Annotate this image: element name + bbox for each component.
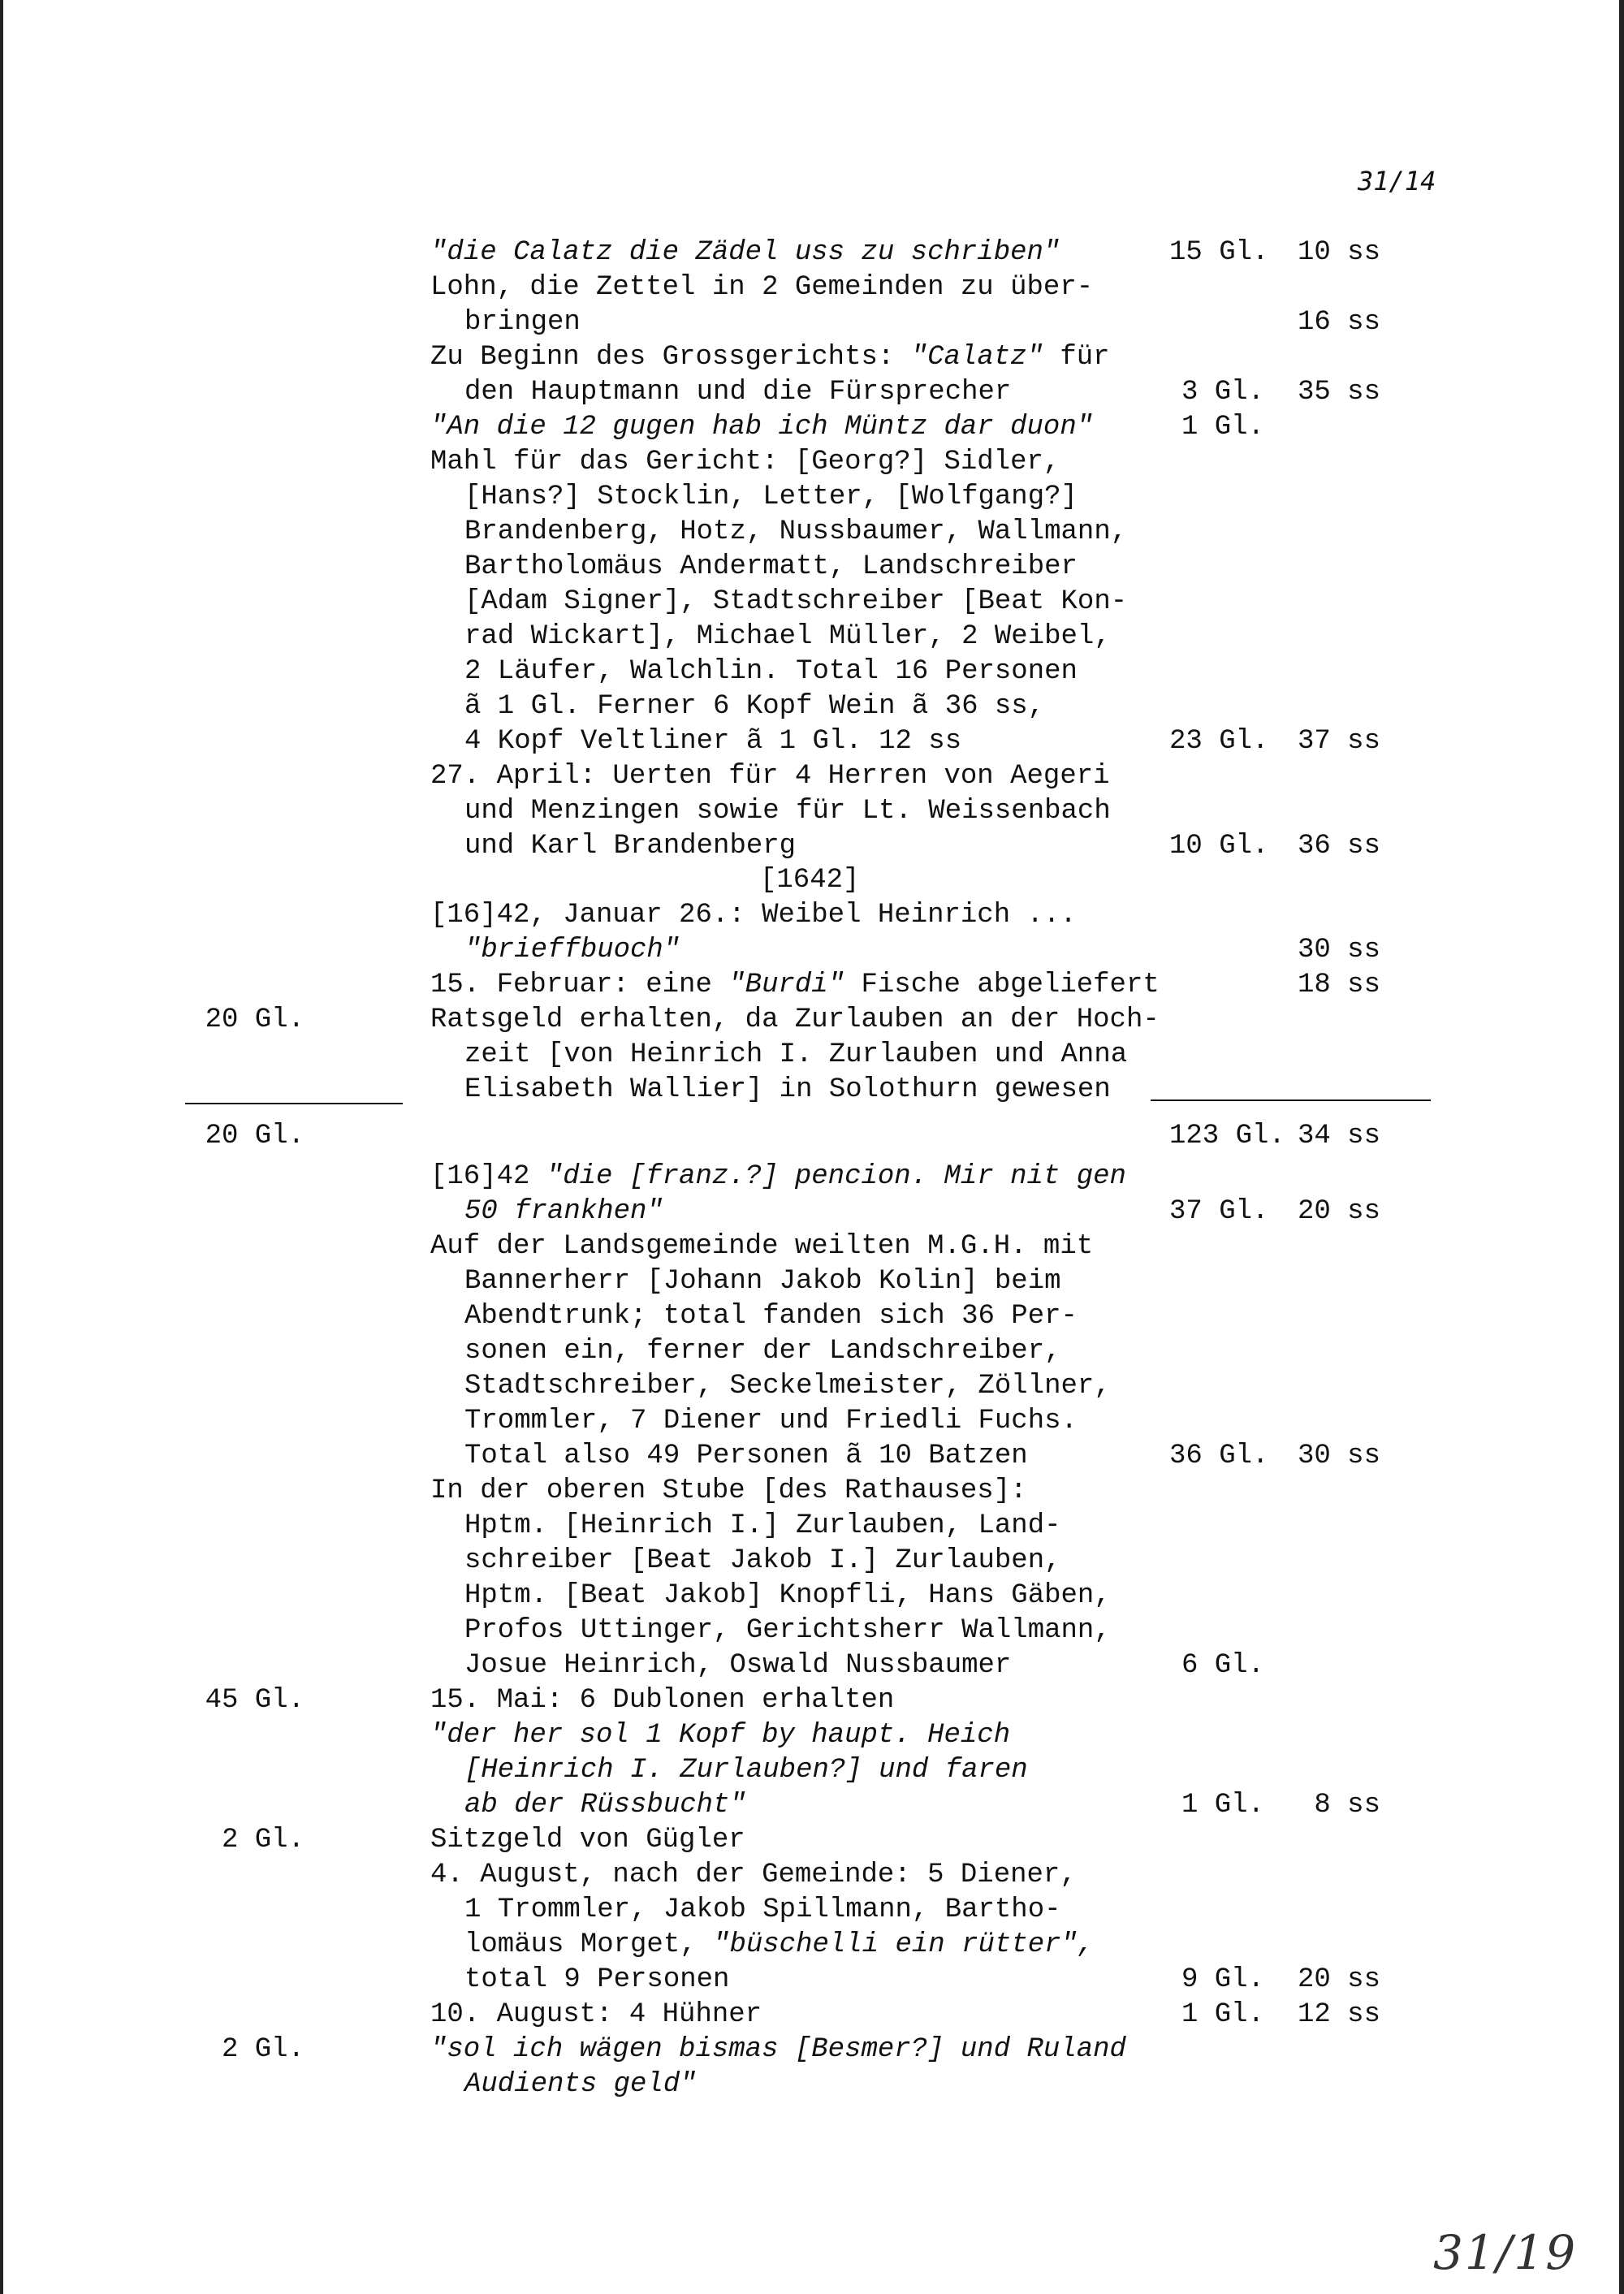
amount-gulden: 1 Gl.	[1181, 412, 1264, 443]
entry-line: 10. August: 4 Hühner	[430, 1999, 762, 2030]
entry-line: ã 1 Gl. Ferner 6 Kopf Wein ã 36 ss,	[464, 691, 1045, 722]
entry-line: [Heinrich I. Zurlauben?] und faren	[464, 1755, 1028, 1786]
amount-schilling: 30 ss	[1297, 1441, 1380, 1471]
entry-line: Hptm. [Beat Jakob] Knopfli, Hans Gäben,	[464, 1580, 1111, 1611]
amount-schilling: 10 ss	[1297, 237, 1380, 268]
entry-line: total 9 Personen	[464, 1964, 730, 1995]
scan-edge-left	[0, 0, 3, 2294]
page-number: 31/14	[1358, 166, 1436, 197]
entry-line: 4. August, nach der Gemeinde: 5 Diener,	[430, 1860, 1077, 1890]
entry-line	[464, 1928, 1195, 1963]
year-heading: [1642]	[760, 865, 860, 896]
entry-line: schreiber [Beat Jakob I.] Zurlauben,	[464, 1545, 1061, 1576]
entry-line: Stadtschreiber, Seckelmeister, Zöllner,	[464, 1371, 1111, 1402]
amount-schilling: 37 ss	[1297, 726, 1380, 757]
entry-text: lomäus Morget,	[464, 1929, 714, 1960]
entry-line: Ratsgeld erhalten, da Zurlauben an der Hoch-	[430, 1004, 1160, 1035]
entry-line: Sitzgeld von Gügler	[430, 1825, 745, 1856]
entry-line: Bannerherr [Johann Jakob Kolin] beim	[464, 1266, 1061, 1297]
amount-gulden: 10 Gl.	[1169, 831, 1269, 862]
entry-line: Lohn, die Zettel in 2 Gemeinden zu über-	[430, 272, 1094, 303]
entry-line: "die Calatz die Zädel uss zu schriben"	[430, 237, 1060, 268]
subtotal-schilling: 34 ss	[1297, 1121, 1380, 1151]
entry-line	[430, 968, 1161, 1003]
entry-text: Zu Beginn des Grossgerichts:	[430, 342, 911, 373]
amount-schilling: 18 ss	[1297, 970, 1380, 1000]
amount-schilling: 16 ss	[1297, 307, 1380, 338]
amount-gulden: 9 Gl.	[1181, 1964, 1264, 1995]
entry-line: den Hauptmann und die Fürsprecher	[464, 377, 1012, 408]
amount-schilling: 35 ss	[1297, 377, 1380, 408]
entry-line: Auf der Landsgemeinde weilten M.G.H. mit	[430, 1231, 1094, 1262]
amount-schilling: 30 ss	[1297, 935, 1380, 966]
entry-line: 2 Läufer, Walchlin. Total 16 Personen	[464, 656, 1078, 687]
entry-line: ab der Rüssbucht"	[464, 1790, 746, 1821]
handwritten-folio-number: 31/19	[1433, 2225, 1578, 2280]
entry-line: [16]42, Januar 26.: Weibel Heinrich ...	[430, 900, 1077, 931]
entry-text: Fische abgeliefert	[844, 970, 1160, 1000]
amount-schilling: 20 ss	[1297, 1196, 1380, 1227]
entry-line: 15. Mai: 6 Dublonen erhalten	[430, 1685, 895, 1716]
entry-line: [Adam Signer], Stadtschreiber [Beat Kon-	[464, 586, 1128, 617]
entry-line: "der her sol 1 Kopf by haupt. Heich	[430, 1720, 1011, 1751]
amount-gulden: 36 Gl.	[1169, 1441, 1269, 1471]
amount-gulden: 15 Gl.	[1169, 237, 1269, 268]
amount-schilling: 36 ss	[1297, 831, 1380, 862]
entry-line: Josue Heinrich, Oswald Nussbaumer	[464, 1650, 1012, 1681]
margin-receipt: 2 Gl.	[221, 1825, 304, 1856]
entry-line: und Karl Brandenberg	[464, 831, 797, 862]
entry-line: zeit [von Heinrich I. Zurlauben und Anna	[464, 1039, 1128, 1070]
amount-schilling: 20 ss	[1297, 1964, 1380, 1995]
entry-text: für	[1043, 342, 1110, 373]
scan-edge-right	[1619, 0, 1624, 2294]
entry-line: Audients geld"	[464, 2069, 697, 2100]
entry-text: [16]42	[430, 1161, 546, 1192]
margin-receipt: 20 Gl.	[205, 1004, 304, 1035]
entry-line: 1 Trommler, Jakob Spillmann, Bartho-	[464, 1894, 1061, 1925]
margin-subtotal: 20 Gl.	[205, 1121, 304, 1151]
entry-line: und Menzingen sowie für Lt. Weissenbach	[464, 796, 1111, 827]
quoted-term: "büschelli ein rütter",	[713, 1929, 1095, 1960]
entry-line: Trommler, 7 Diener und Friedli Fuchs.	[464, 1406, 1078, 1436]
entry-line: Brandenberg, Hotz, Nussbaumer, Wallmann,	[464, 516, 1128, 547]
entry-line: Total also 49 Personen ã 10 Batzen	[464, 1441, 1028, 1471]
entry-line	[430, 1160, 1161, 1195]
amount-gulden: 3 Gl.	[1181, 377, 1264, 408]
entry-line: 4 Kopf Veltliner ã 1 Gl. 12 ss	[464, 726, 962, 757]
entry-line: Bartholomäus Andermatt, Landschreiber	[464, 551, 1078, 582]
entry-line: "sol ich wägen bismas [Besmer?] und Ruland	[430, 2034, 1126, 2065]
amount-schilling: 12 ss	[1297, 1999, 1380, 2030]
entry-line: bringen	[464, 307, 581, 338]
entry-line: "brieffbuoch"	[464, 935, 680, 966]
entry-line: Elisabeth Wallier] in Solothurn gewesen	[464, 1074, 1111, 1105]
entry-line: 27. April: Uerten für 4 Herren von Aegeri	[430, 761, 1110, 792]
quoted-term: "die [franz.?] pencion. Mir nit gen	[546, 1161, 1126, 1192]
amount-gulden: 1 Gl.	[1181, 1999, 1264, 2030]
entry-line: 50 frankhen"	[464, 1196, 663, 1227]
entry-line: sonen ein, ferner der Landschreiber,	[464, 1336, 1061, 1367]
margin-receipt: 45 Gl.	[205, 1685, 304, 1716]
entry-line: Abendtrunk; total fanden sich 36 Per-	[464, 1301, 1078, 1332]
entry-line: In der oberen Stube [des Rathauses]:	[430, 1475, 1027, 1506]
subtotal-gulden: 123 Gl.	[1169, 1121, 1285, 1151]
amount-schilling: 8 ss	[1314, 1790, 1380, 1821]
subtotal-rule-right	[1151, 1099, 1431, 1101]
entry-line: rad Wickart], Michael Müller, 2 Weibel,	[464, 621, 1111, 652]
quoted-term: "Burdi"	[728, 970, 845, 1000]
amount-gulden: 23 Gl.	[1169, 726, 1269, 757]
entry-line: "An die 12 gugen hab ich Müntz dar duon"	[430, 412, 1094, 443]
quoted-term: "Calatz"	[910, 342, 1043, 373]
entry-text: 15. Februar: eine	[430, 970, 729, 1000]
entry-line: Mahl für das Gericht: [Georg?] Sidler,	[430, 447, 1060, 477]
entry-line: [Hans?] Stocklin, Letter, [Wolfgang?]	[464, 482, 1078, 512]
entry-line: Hptm. [Heinrich I.] Zurlauben, Land-	[464, 1510, 1061, 1541]
amount-gulden: 6 Gl.	[1181, 1650, 1264, 1681]
entry-line: Profos Uttinger, Gerichtsherr Wallmann,	[464, 1615, 1111, 1646]
entry-line	[430, 340, 1161, 375]
subtotal-rule-left	[185, 1103, 403, 1104]
amount-gulden: 1 Gl.	[1181, 1790, 1264, 1821]
amount-gulden: 37 Gl.	[1169, 1196, 1269, 1227]
margin-receipt: 2 Gl.	[221, 2034, 304, 2065]
